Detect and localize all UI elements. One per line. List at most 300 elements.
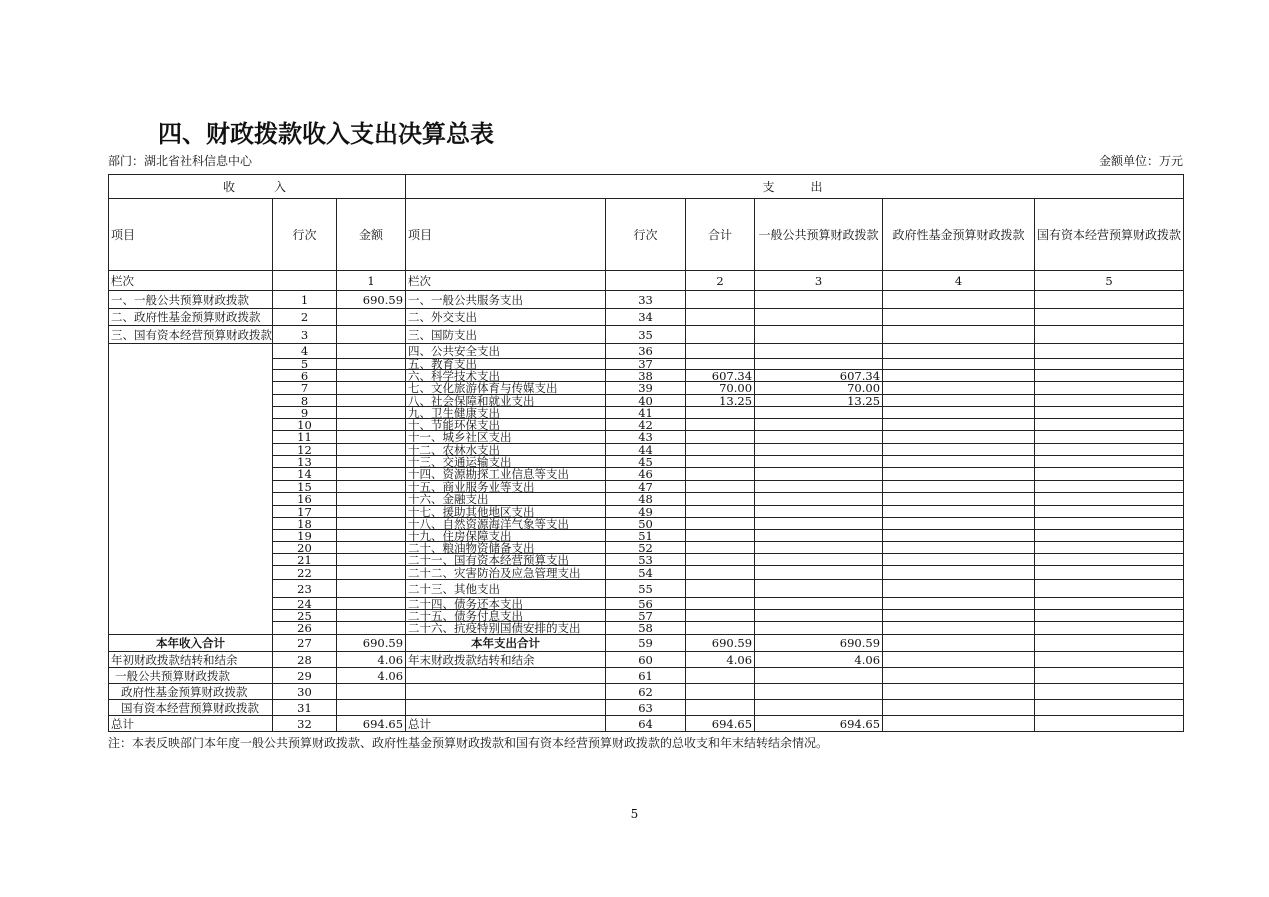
state-capital-amount-cell	[1035, 468, 1184, 481]
income-line-cell: 20	[273, 542, 337, 554]
income-line-cell: 21	[273, 554, 337, 566]
income-line-cell: 32	[273, 716, 337, 732]
expense-line-header: 行次	[606, 199, 686, 271]
expense-line-cell: 34	[606, 309, 686, 326]
income-amount-cell	[337, 700, 406, 716]
gov-fund-amount-cell	[883, 359, 1035, 370]
gov-fund-amount-cell	[883, 344, 1035, 359]
state-capital-amount-cell	[1035, 370, 1184, 382]
state-capital-amount-cell	[1035, 542, 1184, 554]
income-line-cell: 26	[273, 622, 337, 635]
expense-item-cell	[406, 700, 606, 716]
gov-fund-amount-cell	[883, 700, 1035, 716]
total-amount-cell: 694.65	[686, 716, 755, 732]
expense-item-cell	[406, 684, 606, 700]
income-amount-cell	[337, 481, 406, 493]
income-amount-cell	[337, 542, 406, 554]
income-amount-cell	[337, 610, 406, 622]
expense-line-cell: 33	[606, 291, 686, 309]
expense-line-cell: 50	[606, 518, 686, 530]
general-budget-amount-cell	[755, 700, 883, 716]
expense-item-cell: 十九、住房保障支出	[406, 530, 606, 542]
income-amount-cell	[337, 407, 406, 419]
expense-line-cell: 46	[606, 468, 686, 481]
expense-line-cell: 58	[606, 622, 686, 635]
state-capital-amount-cell	[1035, 444, 1184, 456]
total-amount-cell	[686, 518, 755, 530]
expense-line-cell: 54	[606, 566, 686, 580]
expenditure-section-header: 支 出	[406, 175, 1184, 199]
expense-item-cell: 十二、农林水支出	[406, 444, 606, 456]
general-budget-header: 一般公共预算财政拨款	[755, 199, 883, 271]
general-budget-amount-cell	[755, 326, 883, 344]
income-item-cell: 总计	[109, 716, 273, 732]
income-amount-cell	[337, 395, 406, 407]
total-amount-cell	[686, 580, 755, 598]
general-budget-amount-cell	[755, 407, 883, 419]
gov-fund-amount-cell	[883, 407, 1035, 419]
income-line-cell: 7	[273, 382, 337, 395]
income-line-cell: 22	[273, 566, 337, 580]
income-line-cell: 10	[273, 419, 337, 431]
general-budget-amount-cell: 694.65	[755, 716, 883, 732]
state-capital-amount-cell	[1035, 622, 1184, 635]
income-amount-cell	[337, 431, 406, 444]
income-item-cell: 年初财政拨款结转和结余	[109, 652, 273, 668]
total-amount-cell	[686, 530, 755, 542]
general-budget-amount-cell	[755, 493, 883, 506]
expense-item-cell: 年末财政拨款结转和结余	[406, 652, 606, 668]
expense-item-cell: 七、文化旅游体育与传媒支出	[406, 382, 606, 395]
expense-line-cell: 39	[606, 382, 686, 395]
gov-fund-amount-cell	[883, 481, 1035, 493]
income-line-cell: 5	[273, 359, 337, 370]
state-capital-amount-cell	[1035, 506, 1184, 518]
expense-item-cell: 二十一、国有资本经营预算支出	[406, 554, 606, 566]
expense-item-cell: 十七、援助其他地区支出	[406, 506, 606, 518]
expense-line-cell: 40	[606, 395, 686, 407]
general-budget-amount-cell	[755, 580, 883, 598]
expense-line-cell: 57	[606, 610, 686, 622]
total-amount-cell	[686, 506, 755, 518]
income-amount-cell	[337, 684, 406, 700]
income-item-cell: 一般公共预算财政拨款	[109, 668, 273, 684]
table-row	[109, 668, 1184, 684]
expense-item-cell: 二十、粮油物资储备支出	[406, 542, 606, 554]
state-capital-amount-cell	[1035, 635, 1184, 652]
general-budget-amount-cell	[755, 291, 883, 309]
state-capital-amount-cell	[1035, 359, 1184, 370]
income-blank-area	[109, 344, 273, 635]
expense-line-cell: 41	[606, 407, 686, 419]
fiscal-appropriation-summary-table	[108, 174, 1184, 732]
income-amount-cell	[337, 359, 406, 370]
total-amount-cell	[686, 468, 755, 481]
gov-fund-amount-cell	[883, 566, 1035, 580]
table-row	[109, 326, 1184, 344]
gov-fund-amount-cell	[883, 518, 1035, 530]
income-line-cell: 29	[273, 668, 337, 684]
expense-item-cell: 十四、资源勘探工业信息等支出	[406, 468, 606, 481]
state-capital-amount-cell	[1035, 684, 1184, 700]
income-line-cell: 27	[273, 635, 337, 652]
income-item-cell: 一、一般公共预算财政拨款	[109, 291, 273, 309]
total-amount-cell	[686, 419, 755, 431]
income-item-cell: 政府性基金预算财政拨款	[109, 684, 273, 700]
table-body	[109, 291, 1184, 732]
expense-line-cell: 61	[606, 668, 686, 684]
income-amount-cell	[337, 530, 406, 542]
income-line-cell: 18	[273, 518, 337, 530]
general-budget-amount-cell	[755, 566, 883, 580]
income-column-number-label: 栏次	[109, 271, 273, 291]
gov-fund-amount-cell	[883, 291, 1035, 309]
total-amount-cell	[686, 456, 755, 468]
general-budget-amount-cell	[755, 554, 883, 566]
gov-fund-amount-cell	[883, 542, 1035, 554]
state-capital-amount-cell	[1035, 580, 1184, 598]
income-amount-cell	[337, 309, 406, 326]
income-line-cell: 24	[273, 598, 337, 610]
section-header-row	[109, 175, 1184, 199]
expense-item-cell: 十一、城乡社区支出	[406, 431, 606, 444]
state-capital-amount-cell	[1035, 518, 1184, 530]
state-capital-amount-cell	[1035, 668, 1184, 684]
expense-item-header: 项目	[406, 199, 606, 271]
gov-fund-amount-cell	[883, 444, 1035, 456]
income-item-header: 项目	[109, 199, 273, 271]
expense-item-cell: 八、社会保障和就业支出	[406, 395, 606, 407]
income-line-cell: 13	[273, 456, 337, 468]
expense-line-cell: 52	[606, 542, 686, 554]
gov-fund-amount-cell	[883, 506, 1035, 518]
income-line-cell: 12	[273, 444, 337, 456]
state-capital-amount-cell	[1035, 530, 1184, 542]
total-amount-cell	[686, 481, 755, 493]
department-label: 部门：湖北省社科信息中心	[108, 154, 253, 168]
total-amount-cell: 4.06	[686, 652, 755, 668]
expense-item-cell: 六、科学技术支出	[406, 370, 606, 382]
state-capital-amount-cell	[1035, 431, 1184, 444]
general-budget-amount-cell	[755, 456, 883, 468]
income-amount-cell: 690.59	[337, 635, 406, 652]
table-row	[109, 635, 1184, 652]
income-line-cell: 28	[273, 652, 337, 668]
income-line-cell: 1	[273, 291, 337, 309]
column-header-row	[109, 199, 1184, 271]
income-line-cell: 14	[273, 468, 337, 481]
expense-item-cell: 四、公共安全支出	[406, 344, 606, 359]
expense-line-cell: 51	[606, 530, 686, 542]
expense-line-cell: 44	[606, 444, 686, 456]
gov-fund-column-number: 4	[883, 271, 1035, 291]
state-capital-amount-cell	[1035, 566, 1184, 580]
total-amount-cell	[686, 542, 755, 554]
general-budget-amount-cell	[755, 668, 883, 684]
expense-line-cell: 49	[606, 506, 686, 518]
table-row	[109, 652, 1184, 668]
income-line-cell: 17	[273, 506, 337, 518]
amount-unit-label: 金额单位：万元	[1098, 154, 1183, 168]
income-line-cell: 9	[273, 407, 337, 419]
income-item-cell: 本年收入合计	[109, 635, 273, 652]
table-row	[109, 716, 1184, 732]
state-capital-amount-cell	[1035, 407, 1184, 419]
general-budget-amount-cell	[755, 530, 883, 542]
general-budget-amount-cell: 13.25	[755, 395, 883, 407]
expense-line-cell: 47	[606, 481, 686, 493]
general-budget-amount-cell: 607.34	[755, 370, 883, 382]
expense-line-column-number	[606, 271, 686, 291]
general-budget-amount-cell: 4.06	[755, 652, 883, 668]
income-line-header: 行次	[273, 199, 337, 271]
expense-item-cell: 五、教育支出	[406, 359, 606, 370]
total-amount-cell	[686, 326, 755, 344]
expense-line-cell: 48	[606, 493, 686, 506]
state-capital-amount-cell	[1035, 554, 1184, 566]
expense-line-cell: 38	[606, 370, 686, 382]
general-budget-amount-cell	[755, 684, 883, 700]
income-line-cell: 15	[273, 481, 337, 493]
income-amount-column-number: 1	[337, 271, 406, 291]
gov-fund-amount-cell	[883, 622, 1035, 635]
gov-fund-amount-cell	[883, 716, 1035, 732]
state-capital-amount-cell	[1035, 493, 1184, 506]
gov-fund-amount-cell	[883, 598, 1035, 610]
general-budget-amount-cell	[755, 506, 883, 518]
expense-line-cell: 55	[606, 580, 686, 598]
income-amount-cell	[337, 468, 406, 481]
state-capital-amount-cell	[1035, 716, 1184, 732]
expense-item-cell: 十、节能环保支出	[406, 419, 606, 431]
general-budget-column-number: 3	[755, 271, 883, 291]
income-item-cell: 三、国有资本经营预算财政拨款	[109, 326, 273, 344]
expense-item-cell: 十五、商业服务业等支出	[406, 481, 606, 493]
state-capital-amount-cell	[1035, 610, 1184, 622]
gov-fund-amount-cell	[883, 530, 1035, 542]
total-amount-cell	[686, 610, 755, 622]
gov-fund-amount-cell	[883, 554, 1035, 566]
income-amount-cell	[337, 344, 406, 359]
expense-line-cell: 60	[606, 652, 686, 668]
expense-item-cell: 一、一般公共服务支出	[406, 291, 606, 309]
gov-fund-amount-cell	[883, 684, 1035, 700]
expense-line-cell: 56	[606, 598, 686, 610]
income-line-cell: 4	[273, 344, 337, 359]
income-amount-cell	[337, 444, 406, 456]
general-budget-amount-cell	[755, 468, 883, 481]
column-number-row	[109, 271, 1184, 291]
general-budget-amount-cell	[755, 344, 883, 359]
gov-fund-amount-cell	[883, 580, 1035, 598]
general-budget-amount-cell	[755, 622, 883, 635]
expense-item-cell: 总计	[406, 716, 606, 732]
total-amount-cell: 70.00	[686, 382, 755, 395]
income-line-cell: 11	[273, 431, 337, 444]
total-amount-cell	[686, 359, 755, 370]
general-budget-amount-cell	[755, 481, 883, 493]
income-amount-cell	[337, 566, 406, 580]
gov-fund-amount-cell	[883, 309, 1035, 326]
expense-line-cell: 36	[606, 344, 686, 359]
gov-fund-amount-cell	[883, 395, 1035, 407]
general-budget-amount-cell: 690.59	[755, 635, 883, 652]
income-line-cell: 6	[273, 370, 337, 382]
expense-column-number-label: 栏次	[406, 271, 606, 291]
total-amount-cell	[686, 700, 755, 716]
income-amount-cell	[337, 598, 406, 610]
income-amount-cell	[337, 326, 406, 344]
state-capital-header: 国有资本经营预算财政拨款	[1035, 199, 1184, 271]
expense-item-cell: 二十三、其他支出	[406, 580, 606, 598]
total-amount-cell	[686, 344, 755, 359]
income-section-header: 收 入	[109, 175, 406, 199]
gov-fund-amount-cell	[883, 370, 1035, 382]
income-amount-cell	[337, 493, 406, 506]
income-line-column-number	[273, 271, 337, 291]
income-line-cell: 25	[273, 610, 337, 622]
income-amount-cell	[337, 554, 406, 566]
total-amount-cell	[686, 444, 755, 456]
income-line-cell: 16	[273, 493, 337, 506]
state-capital-amount-cell	[1035, 700, 1184, 716]
state-capital-amount-cell	[1035, 291, 1184, 309]
income-line-cell: 8	[273, 395, 337, 407]
income-item-cell: 国有资本经营预算财政拨款	[109, 700, 273, 716]
general-budget-amount-cell	[755, 431, 883, 444]
expense-line-cell: 42	[606, 419, 686, 431]
total-amount-cell: 607.34	[686, 370, 755, 382]
state-capital-amount-cell	[1035, 395, 1184, 407]
total-amount-cell	[686, 684, 755, 700]
general-budget-amount-cell: 70.00	[755, 382, 883, 395]
general-budget-amount-cell	[755, 610, 883, 622]
general-budget-amount-cell	[755, 518, 883, 530]
total-amount-cell	[686, 554, 755, 566]
expense-item-cell: 本年支出合计	[406, 635, 606, 652]
income-line-cell: 30	[273, 684, 337, 700]
state-capital-amount-cell	[1035, 652, 1184, 668]
income-amount-cell	[337, 506, 406, 518]
income-amount-cell	[337, 518, 406, 530]
table-row	[109, 700, 1184, 716]
state-capital-amount-cell	[1035, 309, 1184, 326]
income-amount-cell: 694.65	[337, 716, 406, 732]
state-capital-amount-cell	[1035, 481, 1184, 493]
total-amount-cell	[686, 598, 755, 610]
income-line-cell: 2	[273, 309, 337, 326]
expense-line-cell: 43	[606, 431, 686, 444]
total-header: 合计	[686, 199, 755, 271]
gov-fund-amount-cell	[883, 431, 1035, 444]
gov-fund-amount-cell	[883, 382, 1035, 395]
table-footnote: 注：本表反映部门本年度一般公共预算财政拨款、政府性基金预算财政拨款和国有资本经营预算财政拨款的总收支和年末结转结余情况。	[108, 736, 829, 750]
table-row	[109, 291, 1184, 309]
total-amount-cell	[686, 431, 755, 444]
general-budget-amount-cell	[755, 444, 883, 456]
income-line-cell: 3	[273, 326, 337, 344]
expense-item-cell: 二十六、抗疫特别国债安排的支出	[406, 622, 606, 635]
expense-item-cell: 二、外交支出	[406, 309, 606, 326]
income-amount-cell	[337, 622, 406, 635]
general-budget-amount-cell	[755, 419, 883, 431]
expense-item-cell: 十八、自然资源海洋气象等支出	[406, 518, 606, 530]
gov-fund-amount-cell	[883, 419, 1035, 431]
expense-line-cell: 45	[606, 456, 686, 468]
income-amount-cell	[337, 382, 406, 395]
income-amount-cell: 4.06	[337, 668, 406, 684]
expense-line-cell: 59	[606, 635, 686, 652]
expense-item-cell	[406, 668, 606, 684]
state-capital-amount-cell	[1035, 344, 1184, 359]
income-item-cell: 二、政府性基金预算财政拨款	[109, 309, 273, 326]
total-amount-cell	[686, 622, 755, 635]
expense-line-cell: 64	[606, 716, 686, 732]
gov-fund-amount-cell	[883, 326, 1035, 344]
total-column-number: 2	[686, 271, 755, 291]
income-line-cell: 31	[273, 700, 337, 716]
gov-fund-amount-cell	[883, 652, 1035, 668]
expense-item-cell: 十六、金融支出	[406, 493, 606, 506]
expense-item-cell: 三、国防支出	[406, 326, 606, 344]
expense-item-cell: 二十四、债务还本支出	[406, 598, 606, 610]
expense-line-cell: 35	[606, 326, 686, 344]
total-amount-cell	[686, 668, 755, 684]
income-amount-cell	[337, 419, 406, 431]
expense-line-cell: 53	[606, 554, 686, 566]
gov-fund-amount-cell	[883, 493, 1035, 506]
page-title: 四、财政拨款收入支出决算总表	[158, 120, 494, 148]
expense-item-cell: 九、卫生健康支出	[406, 407, 606, 419]
general-budget-amount-cell	[755, 309, 883, 326]
total-amount-cell: 690.59	[686, 635, 755, 652]
gov-fund-amount-cell	[883, 468, 1035, 481]
state-capital-amount-cell	[1035, 382, 1184, 395]
income-amount-cell	[337, 580, 406, 598]
general-budget-amount-cell	[755, 542, 883, 554]
expense-item-cell: 二十五、债务付息支出	[406, 610, 606, 622]
state-capital-amount-cell	[1035, 419, 1184, 431]
income-amount-cell: 4.06	[337, 652, 406, 668]
income-amount-header: 金额	[337, 199, 406, 271]
total-amount-cell	[686, 566, 755, 580]
gov-fund-amount-cell	[883, 635, 1035, 652]
state-capital-column-number: 5	[1035, 271, 1184, 291]
gov-fund-amount-cell	[883, 610, 1035, 622]
income-amount-cell: 690.59	[337, 291, 406, 309]
gov-fund-header: 政府性基金预算财政拨款	[883, 199, 1035, 271]
income-amount-cell	[337, 456, 406, 468]
gov-fund-amount-cell	[883, 668, 1035, 684]
total-amount-cell	[686, 493, 755, 506]
income-amount-cell	[337, 370, 406, 382]
expense-line-cell: 63	[606, 700, 686, 716]
page-number: 5	[630, 807, 639, 821]
expense-item-cell: 十三、交通运输支出	[406, 456, 606, 468]
total-amount-cell	[686, 309, 755, 326]
table-row	[109, 684, 1184, 700]
income-line-cell: 19	[273, 530, 337, 542]
general-budget-amount-cell	[755, 359, 883, 370]
state-capital-amount-cell	[1035, 598, 1184, 610]
expense-line-cell: 62	[606, 684, 686, 700]
gov-fund-amount-cell	[883, 456, 1035, 468]
table-row	[109, 309, 1184, 326]
total-amount-cell	[686, 291, 755, 309]
income-line-cell: 23	[273, 580, 337, 598]
general-budget-amount-cell	[755, 598, 883, 610]
expense-item-cell: 二十二、灾害防治及应急管理支出	[406, 566, 606, 580]
